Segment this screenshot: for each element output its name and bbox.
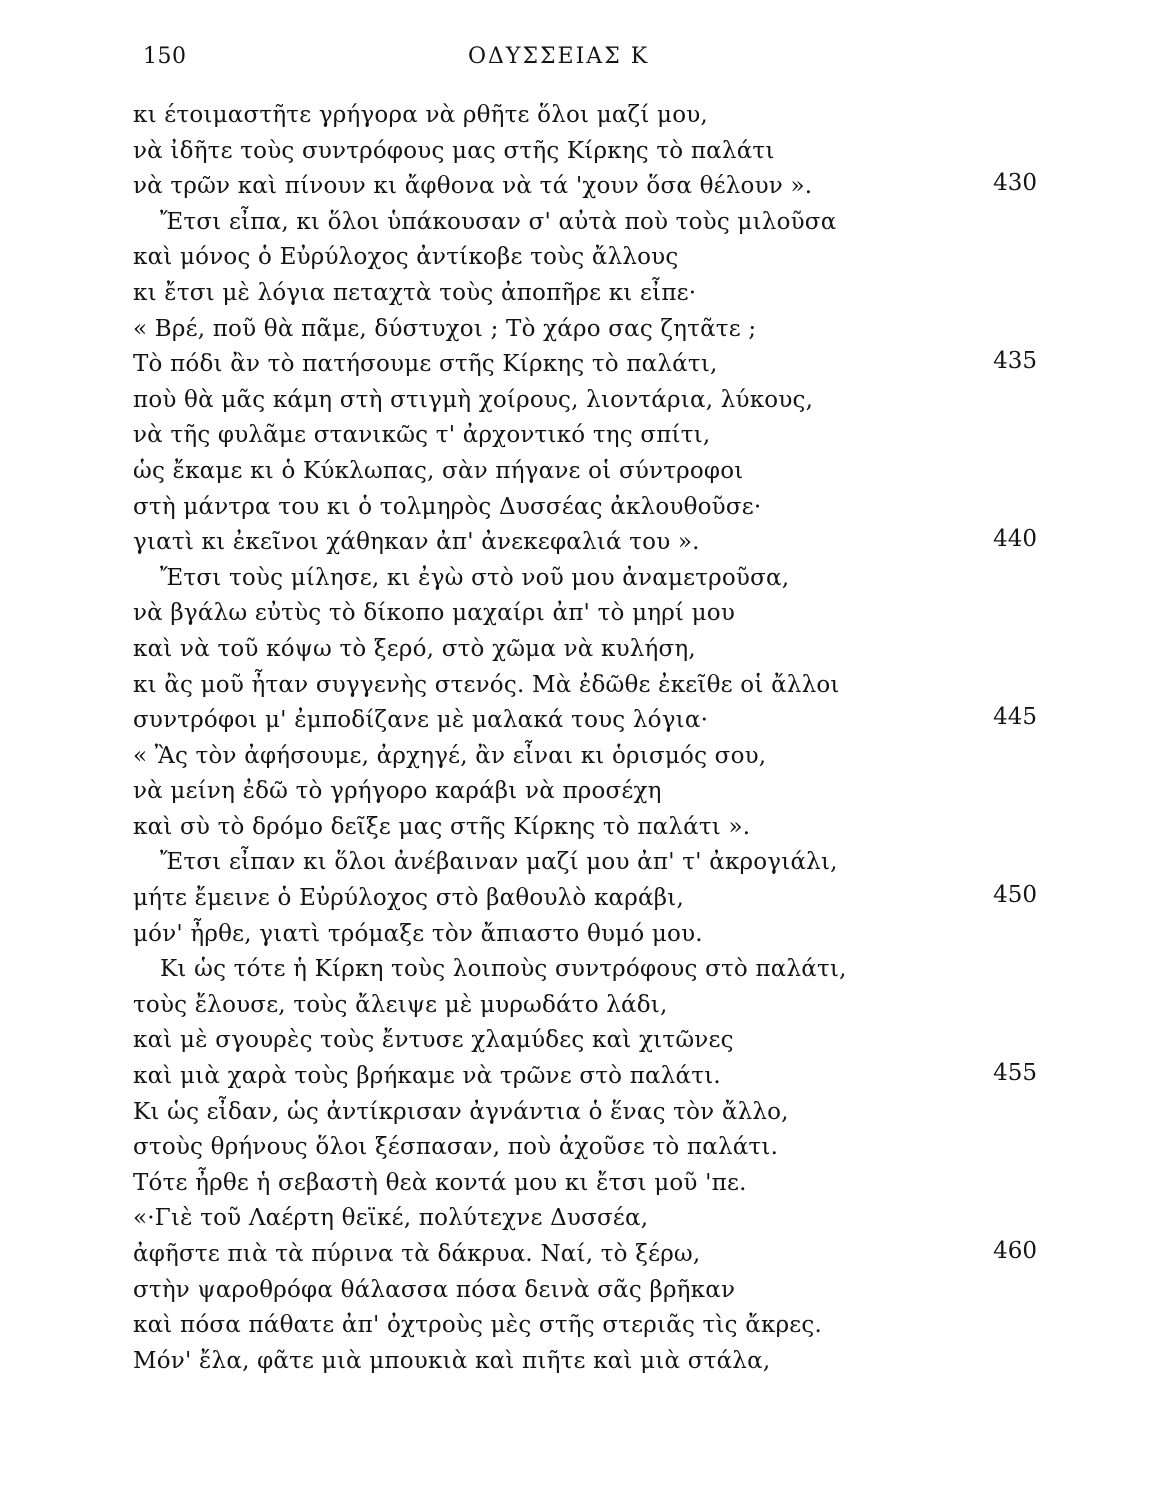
verse-text: μήτε ἔμεινε ὁ Εὐρύλοχος στὸ βαθουλὸ καράβι,	[133, 885, 684, 912]
verse-line	[0, 1023, 1152, 1059]
verse-line	[0, 383, 1152, 419]
verse-text: γιατὶ κι ἐκεῖνοι χάθηκαν ἀπ' ἀνεκεφαλιά του ».	[133, 529, 700, 556]
verse-line	[0, 1059, 1152, 1095]
verse-text: νὰ τρῶν καὶ πίνουν κι ἄφθονα νὰ τά 'χουν ὅσα θέλουν ».	[133, 173, 813, 200]
verse-text: νὰ τῆς φυλᾶμε στανικῶς τ' ἀρχοντικό της σπίτι,	[133, 422, 711, 449]
page-header	[0, 44, 1152, 84]
verse-text: κι ἂς μοῦ ἦταν συγγενὴς στενός. Μὰ ἐδῶθε ἐκεῖθε οἱ ἄλλοι	[133, 671, 840, 698]
verse-line	[0, 1166, 1152, 1202]
verse-line	[0, 668, 1152, 704]
line-number: 445	[993, 704, 1037, 731]
verse-text: Μόν' ἔλα, φᾶτε μιὰ μπουκιὰ καὶ πιῆτε καὶ μιὰ στάλα,	[133, 1347, 771, 1374]
verse-line	[0, 98, 1152, 134]
line-number: 455	[993, 1060, 1037, 1087]
verse-line	[0, 276, 1152, 312]
verse-text: « Ἂς τὸν ἀφήσουμε, ἀρχηγέ, ἂν εἶναι κι ὁρισμός σου,	[133, 742, 767, 769]
verse-line	[0, 917, 1152, 953]
line-number: 435	[993, 348, 1037, 375]
verse-line	[0, 703, 1152, 739]
verse-line	[0, 561, 1152, 597]
verse-text: «·Γιὲ τοῦ Λαέρτη θεϊκέ, πολύτεχνε Δυσσέα,	[133, 1205, 649, 1232]
verse-line	[0, 845, 1152, 881]
verse-line	[0, 347, 1152, 383]
verse-line	[0, 632, 1152, 668]
verse-line	[0, 454, 1152, 490]
verse-line	[0, 1201, 1152, 1237]
verse-line	[0, 490, 1152, 526]
verse-text: Κι ὡς τότε ἡ Κίρκη τοὺς λοιποὺς συντρόφους στὸ παλάτι,	[160, 956, 847, 983]
verse-text: Τότε ἦρθε ἡ σεβαστὴ θεὰ κοντά μου κι ἔτσι μοῦ 'πε.	[133, 1169, 747, 1196]
verse-line	[0, 134, 1152, 170]
verse-line	[0, 810, 1152, 846]
verse-text: ὡς ἔκαμε κι ὁ Κύκλωπας, σὰν πήγανε οἱ σύντροφοι	[133, 457, 744, 484]
verse-line	[0, 881, 1152, 917]
verse-line	[0, 418, 1152, 454]
verse-text: μόν' ἦρθε, γιατὶ τρόμαξε τὸν ἄπιαστο θυμό μου.	[133, 920, 703, 947]
verse-text: ἀφῆστε πιὰ τὰ πύρινα τὰ δάκρυα. Ναί, τὸ ξέρω,	[133, 1241, 701, 1267]
verse-line	[0, 205, 1152, 241]
verse-line	[0, 525, 1152, 561]
verse-text: Κι ὡς εἶδαν, ὡς ἀντίκρισαν ἀγνάντια ὁ ἕνας τὸν ἄλλο,	[133, 1098, 789, 1125]
verse-text: νὰ βγάλω εὐτὺς τὸ δίκοπο μαχαίρι ἀπ' τὸ μηρί μου	[133, 600, 736, 627]
line-number: 440	[993, 526, 1037, 553]
page-number: 150	[143, 44, 187, 69]
verse-text: στὴ μάντρα του κι ὁ τολμηρὸς Δυσσέας ἀκλουθοῦσε·	[133, 493, 762, 520]
verse-block	[0, 98, 1152, 1379]
verse-text: Ἔτσι εἶπαν κι ὅλοι ἀνέβαιναν μαζί μου ἀπ' τ' ἀκρογιάλι,	[160, 849, 838, 876]
verse-line	[0, 169, 1152, 205]
verse-text: ποὺ θὰ μᾶς κάμη στὴ στιγμὴ χοίρους, λιοντάρια, λύκους,	[133, 386, 814, 413]
verse-text: Τὸ πόδι ἂν τὸ πατήσουμε στῆς Κίρκης τὸ παλάτι,	[133, 351, 718, 378]
verse-text: νὰ μείνη ἐδῶ τὸ γρήγορο καράβι νὰ προσέχη	[133, 778, 662, 805]
verse-line	[0, 988, 1152, 1024]
line-number: 430	[993, 170, 1037, 197]
verse-line	[0, 739, 1152, 775]
verse-text: συντρόφοι μ' ἐμποδίζανε μὲ μαλακά τους λόγια·	[133, 707, 709, 734]
verse-text: καὶ μόνος ὁ Εὐρύλοχος ἀντίκοβε τοὺς ἄλλους	[133, 244, 679, 271]
verse-text: καὶ πόσα πάθατε ἀπ' ὀχτροὺς μὲς στῆς στεριᾶς τὶς ἄκρες.	[133, 1312, 823, 1339]
verse-line	[0, 1344, 1152, 1380]
verse-text: τοὺς ἔλουσε, τοὺς ἄλειψε μὲ μυρωδάτο λάδι,	[133, 991, 668, 1018]
running-head: ΟΔΥΣΣΕΙΑΣ Κ	[468, 44, 650, 69]
verse-line	[0, 596, 1152, 632]
verse-line	[0, 1237, 1152, 1273]
line-number: 450	[993, 882, 1037, 909]
verse-text: Ἔτσι εἶπα, κι ὅλοι ὑπάκουσαν σ' αὐτὰ ποὺ τοὺς μιλοῦσα	[160, 208, 837, 235]
verse-text: στοὺς θρήνους ὅλοι ξέσπασαν, ποὺ ἀχοῦσε τὸ παλάτι.	[133, 1134, 779, 1161]
verse-text: κι έτοιμαστῆτε γρήγορα νὰ ρθῆτε ὅλοι μαζί μου,	[133, 102, 708, 128]
verse-line	[0, 312, 1152, 348]
line-number: 460	[993, 1238, 1037, 1264]
verse-line	[0, 240, 1152, 276]
verse-text: καὶ μὲ σγουρὲς τοὺς ἔντυσε χλαμύδες καὶ χιτῶνες	[133, 1027, 734, 1054]
verse-line	[0, 1273, 1152, 1309]
verse-text: στὴν ψαροθρόφα θάλασσα πόσα δεινὰ σᾶς βρῆκαν	[133, 1276, 736, 1303]
verse-line	[0, 1130, 1152, 1166]
verse-text: καὶ μιὰ χαρὰ τοὺς βρήκαμε νὰ τρῶνε στὸ παλάτι.	[133, 1063, 721, 1090]
verse-text: νὰ ἰδῆτε τοὺς συντρόφους μας στῆς Κίρκης τὸ παλάτι	[133, 137, 775, 164]
verse-text: « Βρέ, ποῦ θὰ πᾶμε, δύστυχοι ; Τὸ χάρο σας ζητᾶτε ;	[133, 315, 757, 342]
verse-text: Ἔτσι τοὺς μίλησε, κι ἐγὼ στὸ νοῦ μου ἀναμετροῦσα,	[160, 564, 790, 591]
verse-line	[0, 1095, 1152, 1131]
verse-text: κι ἔτσι μὲ λόγια πεταχτὰ τοὺς ἀποπῆρε κι εἶπε·	[133, 279, 697, 306]
verse-text: καὶ σὺ τὸ δρόμο δεῖξε μας στῆς Κίρκης τὸ παλάτι ».	[133, 813, 751, 840]
verse-text: καὶ νὰ τοῦ κόψω τὸ ξερό, στὸ χῶμα νὰ κυλήση,	[133, 635, 696, 662]
verse-line	[0, 774, 1152, 810]
verse-line	[0, 952, 1152, 988]
verse-line	[0, 1308, 1152, 1344]
